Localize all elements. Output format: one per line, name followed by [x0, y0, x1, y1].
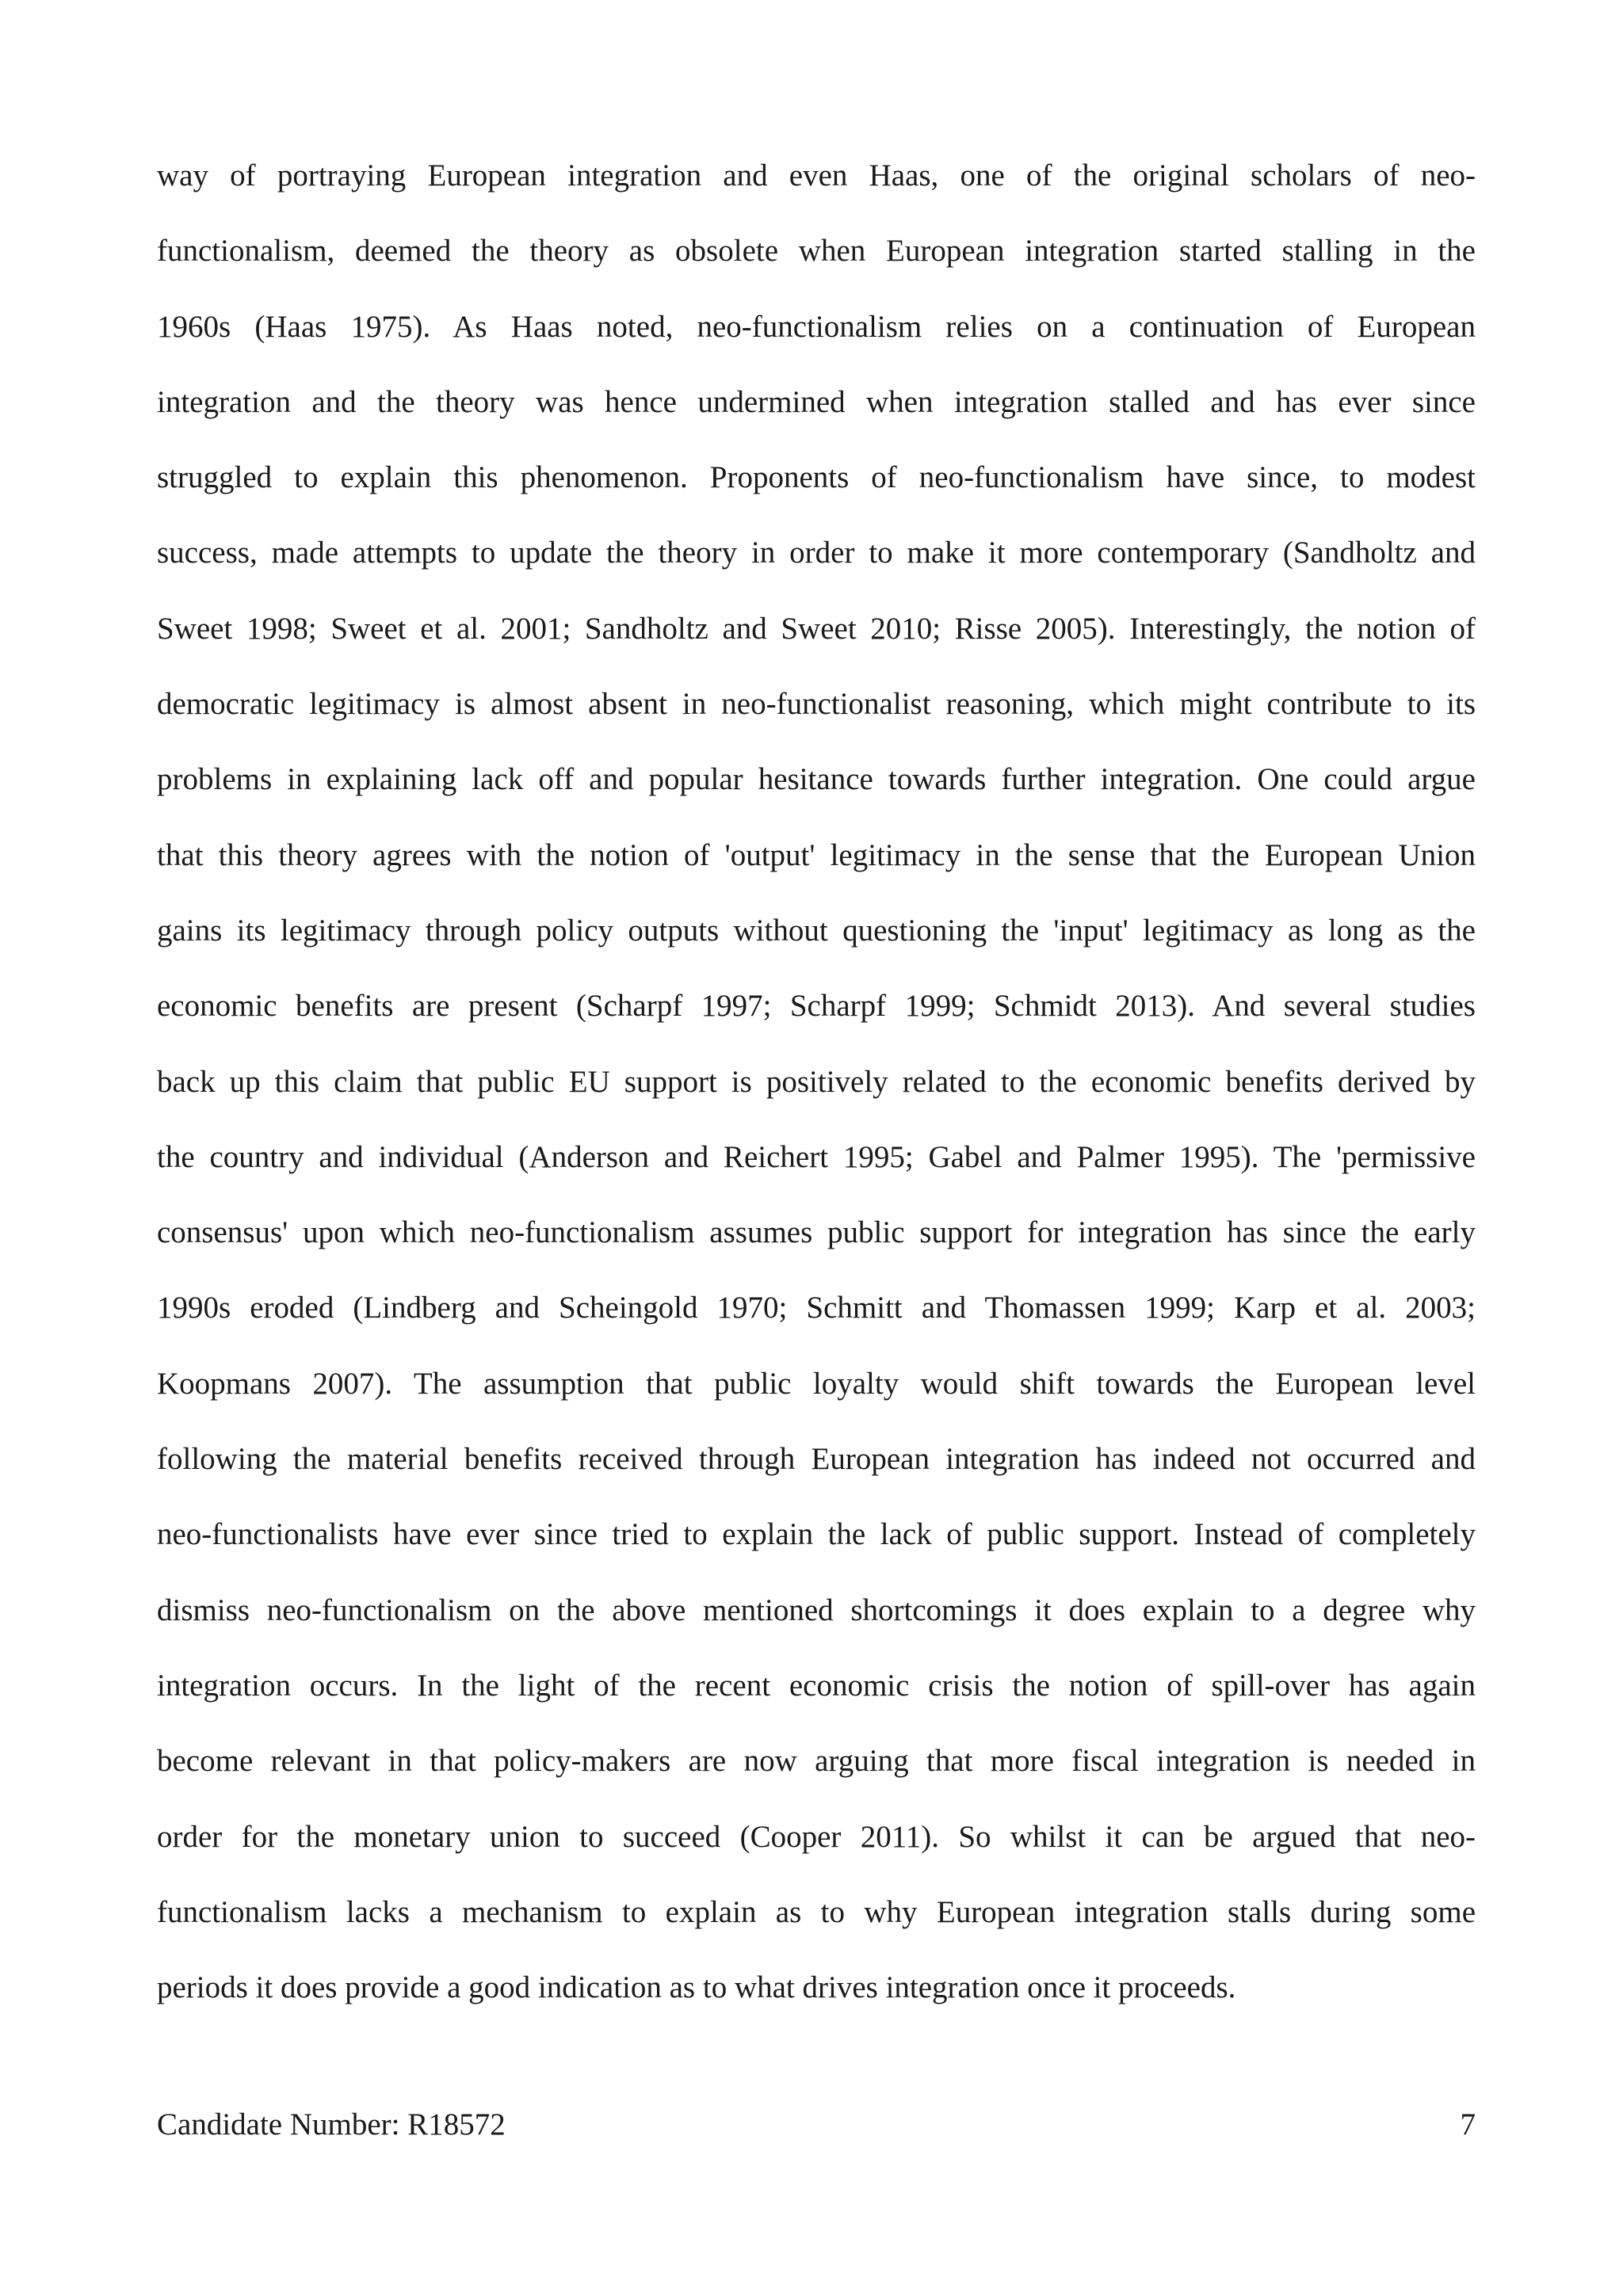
paragraph-line: back up this claim that public EU support is positively related to the economic benefits derived by [157, 1064, 1476, 1099]
body-paragraph [157, 149, 1476, 2036]
paragraph-line: order for the monetary union to succeed (Cooper 2011). So whilst it can be argued that neo- [157, 1819, 1476, 1854]
paragraph-line: functionalism lacks a mechanism to explain as to why European integration stalls during some [157, 1894, 1476, 1929]
paragraph-line: success, made attempts to update the theory in order to make it more contemporary (Sandholtz and [157, 536, 1476, 570]
paragraph-line: 1990s eroded (Lindberg and Scheingold 1970; Schmitt and Thomassen 1999; Karp et al. 2003; [157, 1291, 1476, 1325]
paragraph-line: problems in explaining lack off and popular hesitance towards further integration. One could argue [157, 762, 1476, 797]
paragraph-line: integration and the theory was hence undermined when integration stalled and has ever since [157, 384, 1476, 419]
paragraph-line: 1960s (Haas 1975). As Haas noted, neo-functionalism relies on a continuation of European [157, 309, 1476, 344]
paragraph-line: way of portraying European integration and even Haas, one of the original scholars of neo- [157, 158, 1476, 193]
paragraph-line: that this theory agrees with the notion of 'output' legitimacy in the sense that the European Union [157, 837, 1476, 872]
paragraph-line: integration occurs. In the light of the recent economic crisis the notion of spill-over has again [157, 1668, 1476, 1703]
paragraph-line: Sweet 1998; Sweet et al. 2001; Sandholtz and Sweet 2010; Risse 2005). Interestingly, the notion of [157, 611, 1476, 646]
paragraph-line: consensus' upon which neo-functionalism assumes public support for integration has since the early [157, 1215, 1476, 1250]
paragraph-line: democratic legitimacy is almost absent in neo-functionalist reasoning, which might contribute to its [157, 687, 1476, 722]
paragraph-line: become relevant in that policy-makers are now arguing that more fiscal integration is needed in [157, 1744, 1476, 1779]
page-number: 7 [1460, 2107, 1476, 2142]
paragraph-line: Koopmans 2007). The assumption that public loyalty would shift towards the European level [157, 1366, 1476, 1401]
paragraph-line: gains its legitimacy through policy outputs without questioning the 'input' legitimacy as long as the [157, 913, 1476, 948]
paragraph-line: economic benefits are present (Scharpf 1997; Scharpf 1999; Schmidt 2013). And several studies [157, 989, 1476, 1024]
paragraph-line: struggled to explain this phenomenon. Proponents of neo-functionalism have since, to modest [157, 460, 1476, 495]
paragraph-line: the country and individual (Anderson and Reichert 1995; Gabel and Palmer 1995). The 'permissive [157, 1139, 1476, 1174]
candidate-number: Candidate Number: R18572 [157, 2107, 506, 2142]
paragraph-line: dismiss neo-functionalism on the above mentioned shortcomings it does explain to a degree why [157, 1592, 1476, 1627]
paragraph-line: following the material benefits received through European integration has indeed not occurred and [157, 1442, 1476, 1477]
paragraph-line: neo-functionalists have ever since tried to explain the lack of public support. Instead of completely [157, 1517, 1476, 1552]
paragraph-line: periods it does provide a good indication as to what drives integration once it proceeds. [157, 1970, 1236, 2005]
paragraph-line: functionalism, deemed the theory as obsolete when European integration started stalling in the [157, 234, 1476, 269]
page-footer [157, 2101, 1476, 2149]
